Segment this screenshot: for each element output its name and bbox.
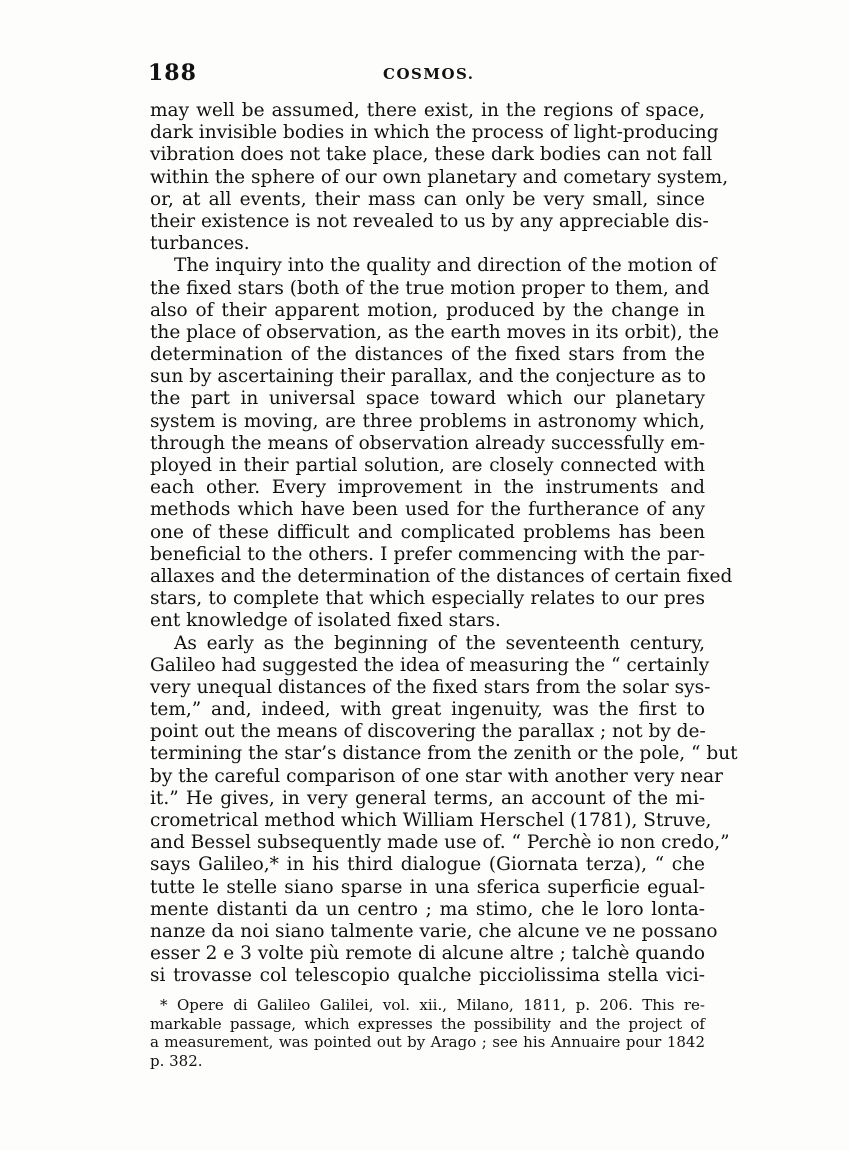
text-line: each other. Every improvement in the instruments and [150,477,705,499]
running-title: COSMOS. [383,65,475,83]
body-text [150,100,738,988]
text-line: turbances. [150,233,250,255]
text-line: vibration does not take place, these dark bodies can not fall [150,144,713,166]
text-line: it.” He gives, in very general terms, an account of the mi- [150,787,705,809]
text-line: ployed in their partial solution, are closely connected with [150,455,705,476]
page-number: 188 [148,60,197,86]
text-line: very unequal distances of the fixed stars from the solar sys- [150,676,711,698]
text-line: their existence is not revealed to us by any appreciable dis- [150,210,709,232]
text-line: dark invisible bodies in which the process of light-producing [150,122,719,144]
footnote-line: markable passage, which expresses the possibility and the project of [150,1014,705,1033]
text-line: sun by ascertaining their parallax, and the conjecture as to [150,366,706,388]
text-line: stars, to complete that which especially relates to our pres [150,588,705,610]
text-line: nanze da noi siano talmente varie, che alcune ve ne possano [150,920,718,942]
text-line: beneficial to the others. I prefer commencing with the par- [150,543,705,565]
text-line: determination of the distances of the fixed stars from the [150,344,705,366]
footnote [150,996,705,1070]
text-line: the part in universal space toward which our planetary [150,388,705,410]
text-line: one of these difficult and complicated problems has been [150,521,705,543]
text-line: allaxes and the determination of the distances of certain fixed [150,565,733,587]
text-line: tem,” and, indeed, with great ingenuity, was the first to [150,699,705,721]
text-line: by the careful comparison of one star with another very near [150,765,724,787]
text-line: system is moving, are three problems in astronomy which, [150,410,705,432]
text-line: mente distanti da un centro ; ma stimo, che le loro lonta- [150,898,705,920]
text-line: point out the means of discovering the parallax ; not by de- [150,721,706,743]
text-line: within the sphere of our own planetary and cometary system, [150,166,729,188]
footnote-line: a measurement, was pointed out by Arago ; see his Annuaire pour 1842 [150,1033,705,1051]
text-line: methods which have been used for the furtherance of any [150,499,705,521]
text-line: ent knowledge of isolated fixed stars. [150,610,501,632]
text-line: may well be assumed, there exist, in the regions of space, [150,100,705,121]
text-line: the fixed stars (both of the true motion proper to them, and [150,277,710,299]
text-line: si trovasse col telescopio qualche picciolissima stella vici- [150,965,705,987]
text-line: termining the star’s distance from the zenith or the pole, “ but [150,743,738,765]
text-line: also of their apparent motion, produced by the change in [150,299,705,321]
text-line: says Galileo,* in his third dialogue (Giornata terza), “ che [150,854,705,876]
text-line: and Bessel subsequently made use of. “ Perchè io non credo,” [150,832,730,854]
running-head [148,60,708,90]
text-line: crometrical method which William Herschel (1781), Struve, [150,810,712,831]
text-line: tutte le stelle siano sparse in una sferica superficie egual- [150,876,705,898]
text-line: Galileo had suggested the idea of measuring the “ certainly [150,654,710,676]
text-line: or, at all events, their mass can only be very small, since [150,188,705,210]
text-line: through the means of observation already successfully em- [150,432,705,454]
footnote-line: p. 382. [150,1051,203,1070]
text-line: esser 2 e 3 volte più remote di alcune altre ; talchè quando [150,943,705,965]
text-line: the place of observation, as the earth moves in its orbit), the [150,321,719,343]
text-line: As early as the beginning of the seventeenth century, [174,632,705,654]
text-line: The inquiry into the quality and direction of the motion of [174,255,717,277]
footnote-line: * Opere di Galileo Galilei, vol. xii., Milano, 1811, p. 206. This re- [160,996,705,1014]
